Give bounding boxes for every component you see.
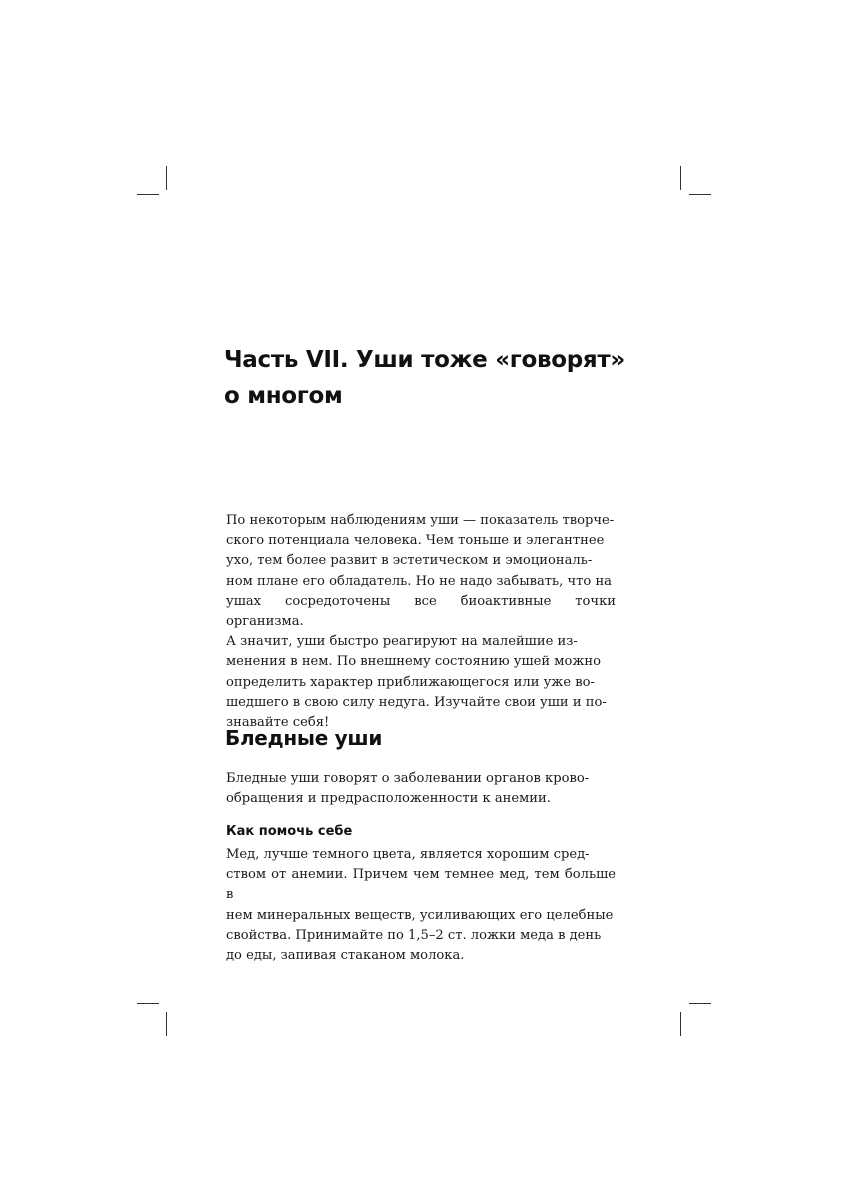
text-line: свойства. Принимайте по 1,5–2 ст. ложки меда в день	[226, 927, 602, 943]
crop-mark	[137, 1003, 159, 1004]
text-line: ством от анемии. Причем чем темнее мед, тем больше в	[226, 867, 616, 903]
text-line: шедшего в свою силу недуга. Изучайте свои уши и по-	[226, 694, 607, 710]
crop-mark	[166, 1012, 167, 1036]
text-line: ского потенциала человека. Чем тоньше и элегантнее	[226, 533, 605, 549]
intro-paragraph	[226, 511, 616, 733]
text-line: ушах сосредоточены все биоактивные точки организма.	[226, 593, 616, 630]
help-paragraph	[226, 845, 616, 966]
text-line: А значит, уши быстро реагируют на малейшие из-	[226, 634, 578, 650]
chapter-title-line: Часть VII. Уши тоже «говорят»	[224, 347, 625, 373]
crop-mark	[680, 1012, 681, 1036]
text-line: до еды, запивая стаканом молока.	[226, 948, 465, 964]
text-line: Бледные уши говорят о заболевании органов крово-	[226, 771, 590, 786]
chapter-title	[224, 342, 644, 414]
crop-mark	[689, 1003, 711, 1004]
text-line: знавайте себя!	[226, 715, 330, 731]
crop-mark	[680, 166, 681, 190]
crop-mark	[137, 194, 159, 195]
text-line: менения в нем. По внешнему состоянию ушей можно	[226, 654, 602, 670]
text-line: Мед, лучше темного цвета, является хорошим сред-	[226, 847, 590, 862]
section-title: Бледные уши	[225, 726, 383, 750]
text-line: обращения и предрасположенности к анемии.	[226, 791, 551, 807]
chapter-title-line: о многом	[224, 383, 343, 409]
text-line: ухо, тем более развит в эстетическом и эмоциональ-	[226, 553, 593, 569]
text-line: ном плане его обладатель. Но не надо забывать, что на	[226, 573, 612, 589]
section-paragraph	[226, 769, 616, 809]
text-line: определить характер приближающегося или уже во-	[226, 674, 595, 690]
subheading: Как помочь себе	[226, 824, 353, 839]
crop-mark	[166, 166, 167, 190]
crop-mark	[689, 194, 711, 195]
text-line: По некоторым наблюдениям уши — показатель творче-	[226, 513, 615, 528]
text-line: нем минеральных веществ, усиливающих его целебные	[226, 907, 614, 923]
